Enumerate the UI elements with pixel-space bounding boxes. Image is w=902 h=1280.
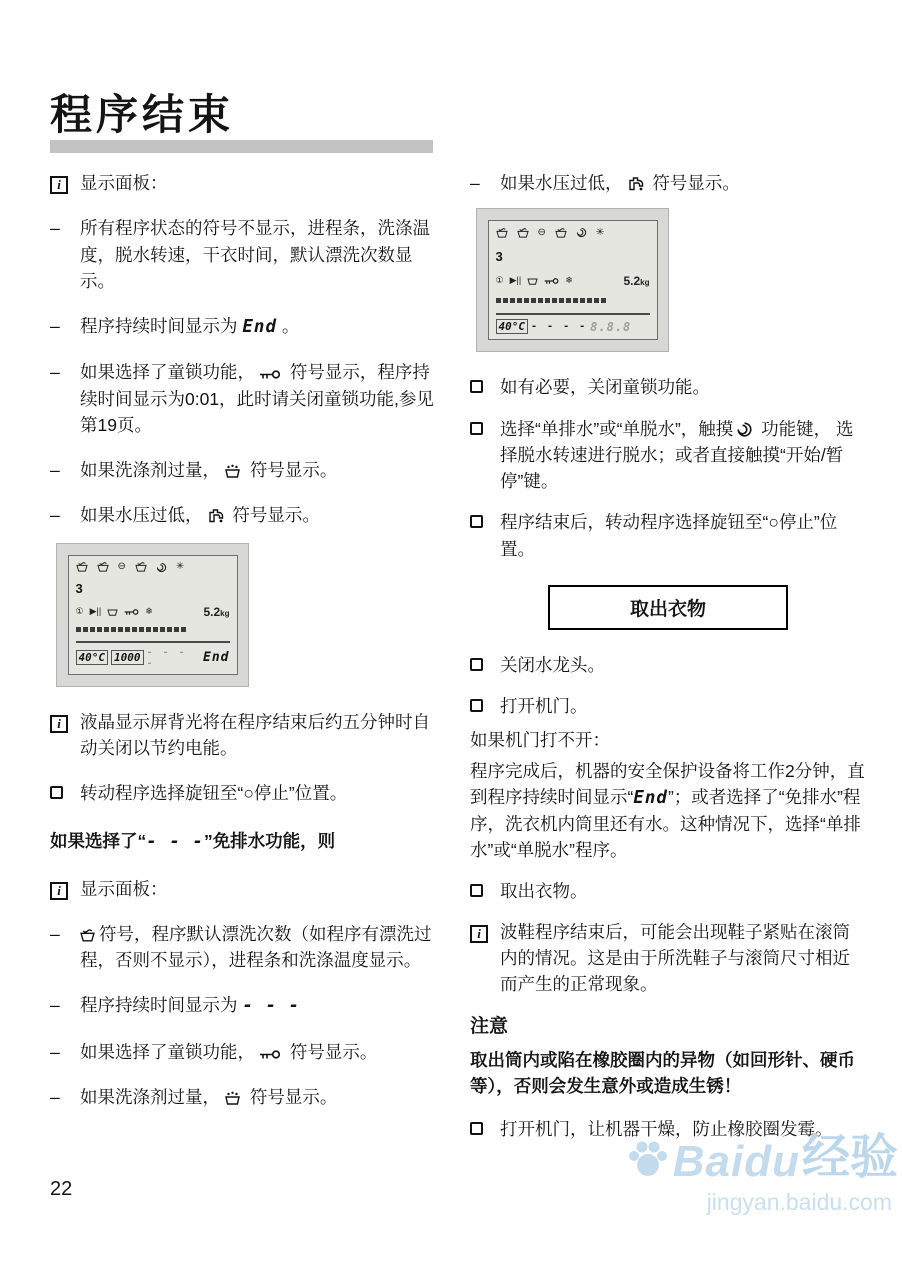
checkbox-item: 取出衣物。 xyxy=(470,878,866,904)
lcd-readout-row xyxy=(76,641,230,669)
dash-marker: – xyxy=(50,995,60,1016)
display-panel-illustration-2 xyxy=(476,208,669,352)
rinse-hold-icon xyxy=(107,607,118,616)
checkbox-icon xyxy=(470,693,500,719)
notice-heading: 注意 xyxy=(470,1015,509,1037)
step-1-icon: ① xyxy=(75,606,84,616)
lcd-status-row xyxy=(496,274,650,288)
rinse-icon xyxy=(555,228,567,238)
dash-marker: – xyxy=(50,923,60,944)
checkbox-item: 选择“单排水”或“单脱水”，触摸 功能键， 选择脱水转速进行脱水；或者直接触摸“开始/暂停”键。 xyxy=(470,416,866,495)
info-item xyxy=(50,170,436,196)
option-icon: ✳ xyxy=(175,561,185,572)
page-number: 22 xyxy=(50,1178,73,1200)
prewash-icon xyxy=(496,228,508,238)
detergent-overdose-icon xyxy=(224,1091,241,1105)
bullet-item: – 如果选择了童锁功能， 符号显示。 xyxy=(50,1039,436,1065)
rinse-icon xyxy=(135,562,147,572)
dash-marker: – xyxy=(470,173,480,193)
lcd-screen xyxy=(488,220,658,340)
faucet-icon xyxy=(207,506,224,523)
dash-marker: – xyxy=(50,362,60,383)
childlock-key-icon xyxy=(124,608,139,616)
takeout-clothes-box: 取出衣物 xyxy=(548,585,788,630)
cold-icon: ❄ xyxy=(565,275,573,286)
checkbox-icon xyxy=(50,780,80,806)
lcd-program-number: 3 xyxy=(75,581,83,596)
childlock-key-icon xyxy=(259,1049,281,1060)
no-drain-dashes: - - - xyxy=(242,996,301,1017)
end-segment-text: End xyxy=(242,317,277,337)
end-segment-text: End xyxy=(633,787,668,808)
checkbox-item: 关闭水龙头。 xyxy=(470,652,866,678)
checkbox-item: 如有必要，关闭童锁功能。 xyxy=(470,374,866,400)
bullet-item: – 所有程序状态的符号不显示，进程条，洗涤温度，脱水转速，干衣时间，默认漂洗次数显示。 xyxy=(50,215,436,294)
bullet-item: – 如果选择了童锁功能， 符号显示，程序持续时间显示为0:01，此时请关闭童锁功能,参见第19页。 xyxy=(50,359,436,438)
start-pause-icon: ▶|| xyxy=(509,275,522,286)
faucet-icon xyxy=(627,174,644,191)
wash-icon xyxy=(517,228,529,238)
checkbox-item: 打开机门。 xyxy=(470,693,866,719)
lcd-duration: 8.8.8 xyxy=(590,319,632,334)
childlock-key-icon xyxy=(259,369,281,380)
lcd-program-icons-row xyxy=(76,562,230,573)
lcd-duration: End xyxy=(203,650,230,665)
bullet-item: – 如果水压过低， 符号显示。 xyxy=(470,170,866,196)
start-pause-icon: ▶|| xyxy=(89,606,102,616)
cold-icon: ❄ xyxy=(145,606,153,616)
detergent-overdose-icon xyxy=(224,464,241,478)
lcd-screen xyxy=(68,555,238,675)
no-drain-dashes: - - - xyxy=(146,832,204,853)
drain-icon: ⊖ xyxy=(537,226,546,238)
lcd-segment-dots: - - - - xyxy=(146,646,187,669)
rinse-hold-icon xyxy=(527,276,538,285)
page-title: 程序结束 xyxy=(50,91,235,138)
info-item: i 显示面板： xyxy=(50,876,436,902)
watermark-brand: Baidu xyxy=(672,1137,800,1186)
door-note-paragraph: 程序完成后，机器的安全保护设备将工作2分钟，直到程序持续时间显示“End”；或者选择了“免排水”程序，洗衣机内筒里还有水。这种情况下，选择“单排水”或“单脱水”程序。 xyxy=(470,760,865,861)
checkbox-icon xyxy=(470,1116,500,1142)
lcd-temperature: 40°C xyxy=(496,319,529,334)
info-text: 显示面板： xyxy=(80,173,168,193)
bullet-item: – 符号，程序默认漂洗次数（如程序有漂洗过程，否则不显示），进程条和洗涤温度显示。 xyxy=(50,921,436,974)
info-icon: i xyxy=(50,876,80,902)
checkbox-icon xyxy=(470,509,500,562)
door-note-heading: 如果机门打不开： xyxy=(470,730,610,751)
dash-marker: – xyxy=(50,460,60,480)
lcd-spin-speed: 1000 xyxy=(111,650,144,665)
info-item: i 波鞋程序结束后，可能会出现鞋子紧贴在滚筒内的情况。这是由于所洗鞋子与滚筒尺寸相近而产生的正常现象。 xyxy=(470,919,866,998)
lcd-readout-row xyxy=(496,313,650,334)
checkbox-icon xyxy=(470,374,500,400)
title-underline-bar xyxy=(50,140,433,153)
checkbox-item: 程序结束后，转动程序选择旋钮至“○停止”位置。 xyxy=(470,509,866,562)
rinse-tub-icon xyxy=(80,929,95,942)
dash-marker: – xyxy=(50,1086,60,1107)
bullet-item: – 如果洗涤剂过量， 符号显示。 xyxy=(50,1084,436,1110)
childlock-key-icon xyxy=(544,277,559,285)
lcd-program-icons-row xyxy=(496,227,650,238)
spin-icon xyxy=(156,562,167,573)
drain-icon: ⊖ xyxy=(117,561,126,572)
lcd-progress-bar xyxy=(496,298,606,303)
option-icon: ✳ xyxy=(595,226,605,238)
bullet-item: – 程序持续时间显示为 - - - xyxy=(50,992,436,1019)
checkbox-item: 打开机门，让机器干燥，防止橡胶圈发霉。 xyxy=(470,1116,866,1142)
checkbox-icon xyxy=(470,652,500,678)
lcd-temperature: 40°C xyxy=(76,650,109,665)
lcd-status-row xyxy=(76,605,230,619)
dash-marker: – xyxy=(50,1041,60,1062)
checkbox-icon xyxy=(470,878,500,904)
watermark-url: jingyan.baidu.com xyxy=(706,1189,892,1215)
info-icon: i xyxy=(470,919,500,998)
dash-marker: – xyxy=(50,218,60,239)
bullet-item: – 如果水压过低， 符号显示。 xyxy=(50,502,436,528)
lcd-program-number: 3 xyxy=(495,248,503,264)
checkbox-icon xyxy=(470,416,500,495)
lcd-progress-bar xyxy=(76,627,186,632)
info-icon: i xyxy=(50,170,80,196)
lcd-load-value: 5.2kg xyxy=(203,604,230,619)
lcd-load-value: 5.2kg xyxy=(623,273,650,288)
bullet-item: – 程序持续时间显示为 End 。 xyxy=(50,313,436,340)
display-panel-illustration-1 xyxy=(56,543,249,687)
bullet-item: – 如果洗涤剂过量， 符号显示。 xyxy=(50,457,436,483)
wash-icon xyxy=(97,562,109,572)
checkbox-item: 转动程序选择旋钮至“○停止”位置。 xyxy=(50,780,436,806)
section-heading: 如果选择了“- - -”免排水功能，则 xyxy=(50,831,336,853)
left-column xyxy=(50,170,436,1129)
dash-marker: – xyxy=(50,505,60,526)
spin-function-icon xyxy=(737,422,752,437)
info-icon: i xyxy=(50,709,80,762)
lcd-segment-dots: - - - - xyxy=(531,321,588,333)
notice-text: 取出筒内或陷在橡胶圈内的异物（如回形针、硬币等），否则会发生意外或造成生锈！ xyxy=(470,1050,855,1097)
spin-icon xyxy=(576,227,587,238)
step-1-icon: ① xyxy=(495,275,504,286)
info-item: i 液晶显示屏背光将在程序结束后约五分钟时自动关闭以节约电能。 xyxy=(50,709,436,762)
prewash-icon xyxy=(76,562,88,572)
right-column xyxy=(470,170,866,1157)
watermark-cn: 经验 xyxy=(801,1131,898,1184)
dash-marker: – xyxy=(50,316,60,336)
